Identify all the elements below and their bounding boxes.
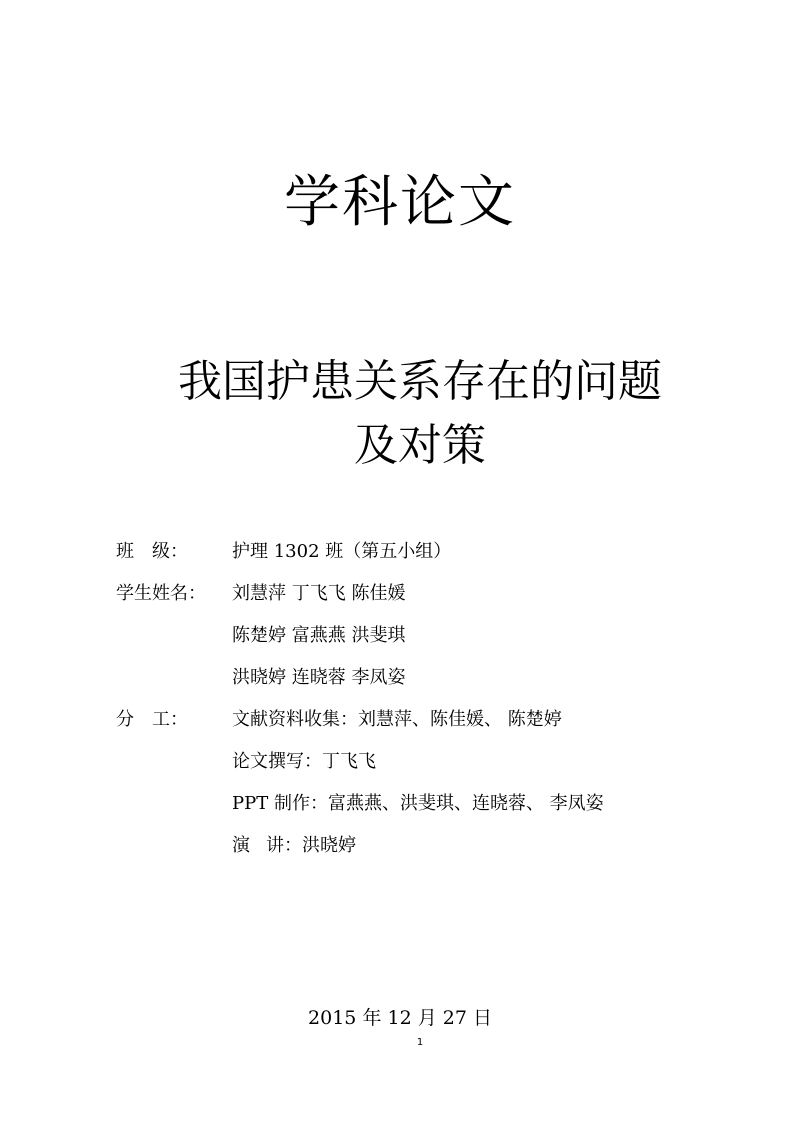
page-number: 1	[416, 1037, 424, 1048]
document-title: 学科论文	[284, 170, 516, 235]
speech-row	[116, 832, 756, 860]
class-value: 护理 1302 班（第五小组）	[232, 541, 452, 562]
students-row-1	[116, 580, 756, 608]
paper-topic-line-2: 及对策	[354, 420, 486, 471]
students-row-3	[116, 664, 756, 692]
division-label	[116, 706, 226, 734]
students-line-1: 刘慧萍 丁飞飞 陈佳媛	[232, 583, 406, 604]
paper-topic-line-1: 我国护患关系存在的问题	[178, 356, 662, 407]
cover-info-block	[116, 538, 756, 874]
class-label	[116, 538, 226, 566]
paper-topic	[0, 350, 800, 478]
students-label: 学生姓名：	[116, 583, 206, 604]
division-line-1: 文献资料收集：刘慧萍、陈佳媛、 陈楚婷	[232, 709, 562, 730]
division-line-2: 论文撰写：丁飞飞	[232, 751, 376, 772]
speech-value: 洪晓婷	[302, 835, 356, 856]
division-label-part-1: 分	[116, 709, 134, 730]
division-row-2	[116, 748, 756, 776]
speech-entry	[232, 832, 356, 860]
document-date: 2015 年 12 月 27 日	[308, 1007, 492, 1029]
class-label-part-1: 班	[116, 541, 134, 562]
division-label-part-2: 工：	[152, 709, 188, 730]
class-label-part-2: 级：	[152, 541, 188, 562]
speech-label-part-2: 讲：	[266, 835, 302, 856]
students-row-2	[116, 622, 756, 650]
division-line-3: PPT 制作：富燕燕、洪斐琪、连晓蓉、 李凤姿	[232, 793, 604, 814]
students-line-2: 陈楚婷 富燕燕 洪斐琪	[232, 625, 406, 646]
speech-label-part-1: 演	[232, 835, 250, 856]
division-row-3	[116, 790, 756, 818]
class-row	[116, 538, 756, 566]
division-row-1	[116, 706, 756, 734]
students-line-3: 洪晓婷 连晓蓉 李凤姿	[232, 667, 406, 688]
